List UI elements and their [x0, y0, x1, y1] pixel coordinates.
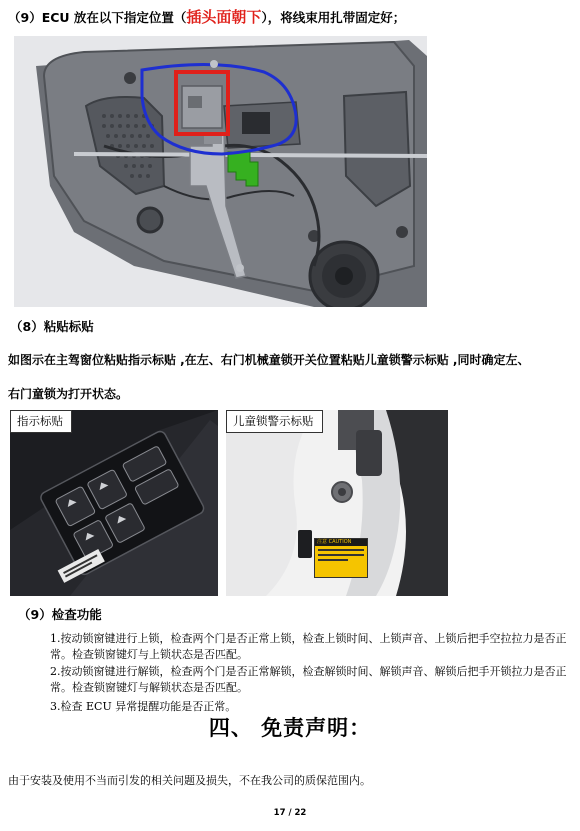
step9-heading	[8, 6, 405, 27]
child-lock-label: 儿童锁警示标贴	[226, 410, 323, 433]
check-item-1: 1.按动锁窗键进行上锁，检查两个门是否正常上锁，检查上锁时间、上锁声音、上锁后把手空拉拉力是否正常。检查锁窗键灯与上锁状态是否匹配。	[50, 632, 567, 661]
window-switch-illustration	[10, 410, 218, 596]
step9-heading-text: （9）ECU 放在以下指定位置（	[8, 10, 187, 25]
check-item-2: 2.按动锁窗键进行解锁，检查两个门是否正常解锁，检查解锁时间、解锁声音、解锁后把手开锁拉力是否正常。检查锁窗键灯与解锁状态是否匹配。	[50, 665, 567, 694]
step8-text-line2: 右门童锁为打开状态。	[8, 387, 129, 401]
door-interior-photo	[14, 36, 427, 307]
window-switch-photo	[10, 410, 218, 596]
check-function-heading: （9）检查功能	[18, 607, 102, 622]
check-item-3: 3.检查 ECU 异常提醒功能是否正常。	[50, 700, 237, 713]
step8-text-line1: 如图示在主驾窗位粘贴指示标贴 ,在左、右门机械童锁开关位置粘贴儿童锁警示标贴 ,同时确定左、	[8, 353, 530, 367]
caution-sticker	[314, 538, 368, 578]
door-interior-illustration	[14, 36, 427, 307]
page-number: 17 / 22	[273, 808, 307, 818]
caution-sticker-title: 注意 CAUTION	[315, 539, 367, 546]
child-lock-photo	[226, 410, 448, 596]
indicator-label: 指示标贴	[10, 410, 72, 433]
disclaimer-text: 由于安装及使用不当而引发的相关问题及损失，不在我公司的质保范围内。	[8, 774, 371, 787]
step9-heading-tail: ），将线束用扎带固定好；	[261, 10, 406, 25]
section-title: 四、 免责声明：	[208, 716, 372, 740]
step8-heading: （8）粘贴标贴	[10, 319, 94, 334]
step9-highlight: 插头面朝下	[186, 8, 262, 26]
